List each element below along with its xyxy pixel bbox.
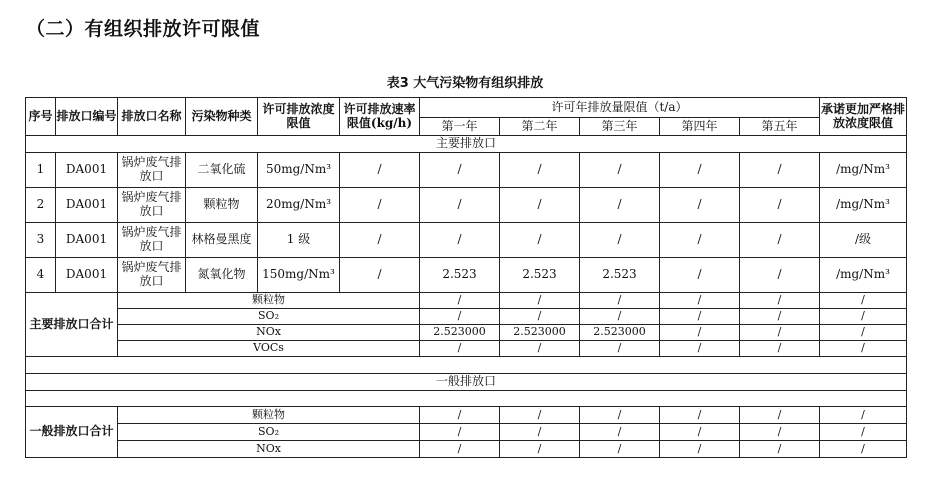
total-year-4: / (660, 424, 740, 441)
row-year-2: 2.523 (500, 258, 580, 293)
total-year-1: / (420, 424, 500, 441)
row-conc-limit: 20mg/Nm³ (258, 188, 340, 223)
row-year-4: / (660, 188, 740, 223)
total-year-2: / (500, 293, 580, 309)
total-stricter: / (820, 293, 907, 309)
total-year-1: 2.523000 (420, 325, 500, 341)
row-stricter: /mg/Nm³ (820, 188, 907, 223)
row-conc-limit: 1 级 (258, 223, 340, 258)
emission-table (25, 97, 907, 458)
row-year-2: / (500, 153, 580, 188)
header-conc-limit: 许可排放浓度限值 (258, 98, 340, 136)
row-stricter: /级 (820, 223, 907, 258)
header-stricter: 承诺更加严格排放浓度限值 (820, 98, 907, 136)
total-year-4: / (660, 407, 740, 424)
header-year-5: 第五年 (740, 118, 820, 136)
row-year-5: / (740, 153, 820, 188)
table-row (26, 258, 907, 293)
row-outlet-id: DA001 (56, 153, 118, 188)
row-year-1: 2.523 (420, 258, 500, 293)
total-year-3: / (580, 309, 660, 325)
total-year-1: / (420, 341, 500, 357)
total-pollutant: VOCs (118, 341, 420, 357)
blank-cell (26, 391, 907, 407)
row-seq: 2 (26, 188, 56, 223)
total-year-5: / (740, 424, 820, 441)
row-conc-limit: 150mg/Nm³ (258, 258, 340, 293)
row-year-5: / (740, 223, 820, 258)
section-row-main (26, 136, 907, 153)
total-row (26, 341, 907, 357)
general-total-label: 一般排放口合计 (26, 407, 118, 458)
row-outlet-name: 锅炉废气排放口 (118, 223, 186, 258)
total-pollutant: NOx (118, 441, 420, 458)
row-stricter: /mg/Nm³ (820, 258, 907, 293)
row-pollutant: 颗粒物 (186, 188, 258, 223)
total-year-2: / (500, 341, 580, 357)
total-stricter: / (820, 309, 907, 325)
row-year-3: / (580, 223, 660, 258)
total-year-2: / (500, 309, 580, 325)
general-section-label: 一般排放口 (26, 374, 907, 391)
total-year-4: / (660, 441, 740, 458)
row-seq: 4 (26, 258, 56, 293)
total-row (26, 441, 907, 458)
total-year-4: / (660, 293, 740, 309)
total-year-5: / (740, 407, 820, 424)
total-pollutant: 颗粒物 (118, 407, 420, 424)
total-year-5: / (740, 441, 820, 458)
row-outlet-id: DA001 (56, 223, 118, 258)
row-year-1: / (420, 188, 500, 223)
table-row (26, 153, 907, 188)
blank-cell (26, 357, 907, 374)
row-seq: 1 (26, 153, 56, 188)
header-annual: 许可年排放量限值（t/a） (420, 98, 820, 118)
total-year-5: / (740, 325, 820, 341)
total-year-3: / (580, 424, 660, 441)
row-outlet-name: 锅炉废气排放口 (118, 188, 186, 223)
row-year-1: / (420, 223, 500, 258)
total-year-4: / (660, 341, 740, 357)
total-year-5: / (740, 309, 820, 325)
header-row-1 (26, 98, 907, 118)
total-year-1: / (420, 293, 500, 309)
header-rate-limit: 许可排放速率限值(kg/h) (340, 98, 420, 136)
row-year-3: / (580, 153, 660, 188)
total-row (26, 293, 907, 309)
header-outlet-name: 排放口名称 (118, 98, 186, 136)
row-stricter: /mg/Nm³ (820, 153, 907, 188)
total-row (26, 407, 907, 424)
total-year-2: / (500, 407, 580, 424)
total-year-1: / (420, 407, 500, 424)
total-row (26, 424, 907, 441)
row-year-5: / (740, 258, 820, 293)
row-outlet-id: DA001 (56, 258, 118, 293)
total-stricter: / (820, 441, 907, 458)
total-row (26, 325, 907, 341)
total-row (26, 309, 907, 325)
total-stricter: / (820, 407, 907, 424)
total-year-2: / (500, 441, 580, 458)
table-caption: 表3 大气污染物有组织排放 (386, 76, 544, 91)
main-total-label: 主要排放口合计 (26, 293, 118, 357)
total-year-3: / (580, 407, 660, 424)
total-year-4: / (660, 309, 740, 325)
row-outlet-name: 锅炉废气排放口 (118, 153, 186, 188)
total-stricter: / (820, 341, 907, 357)
header-year-2: 第二年 (500, 118, 580, 136)
total-stricter: / (820, 325, 907, 341)
total-year-5: / (740, 341, 820, 357)
main-section-label: 主要排放口 (26, 136, 907, 153)
header-outlet-no: 排放口编号 (56, 98, 118, 136)
total-pollutant: NOx (118, 325, 420, 341)
row-year-4: / (660, 153, 740, 188)
row-pollutant: 二氧化硫 (186, 153, 258, 188)
row-year-4: / (660, 223, 740, 258)
section-row-general (26, 374, 907, 391)
row-rate-limit: / (340, 223, 420, 258)
row-year-3: / (580, 188, 660, 223)
row-conc-limit: 50mg/Nm³ (258, 153, 340, 188)
total-year-4: / (660, 325, 740, 341)
row-outlet-name: 锅炉废气排放口 (118, 258, 186, 293)
blank-row (26, 391, 907, 407)
row-outlet-id: DA001 (56, 188, 118, 223)
row-year-2: / (500, 188, 580, 223)
blank-row (26, 357, 907, 374)
total-year-3: / (580, 293, 660, 309)
row-seq: 3 (26, 223, 56, 258)
header-year-3: 第三年 (580, 118, 660, 136)
header-year-4: 第四年 (660, 118, 740, 136)
row-year-4: / (660, 258, 740, 293)
header-seq: 序号 (26, 98, 56, 136)
table-row (26, 223, 907, 258)
row-rate-limit: / (340, 188, 420, 223)
row-pollutant: 林格曼黑度 (186, 223, 258, 258)
row-year-2: / (500, 223, 580, 258)
total-year-3: / (580, 341, 660, 357)
row-rate-limit: / (340, 153, 420, 188)
total-pollutant: 颗粒物 (118, 293, 420, 309)
row-year-1: / (420, 153, 500, 188)
total-year-1: / (420, 441, 500, 458)
row-year-5: / (740, 188, 820, 223)
total-pollutant: SO₂ (118, 424, 420, 441)
total-year-3: / (580, 441, 660, 458)
total-year-3: 2.523000 (580, 325, 660, 341)
total-year-5: / (740, 293, 820, 309)
header-year-1: 第一年 (420, 118, 500, 136)
row-year-3: 2.523 (580, 258, 660, 293)
total-stricter: / (820, 424, 907, 441)
total-year-2: 2.523000 (500, 325, 580, 341)
header-pollutant: 污染物种类 (186, 98, 258, 136)
total-pollutant: SO₂ (118, 309, 420, 325)
table-row (26, 188, 907, 223)
section-title: （二）有组织排放许可限值 (26, 18, 261, 40)
total-year-2: / (500, 424, 580, 441)
total-year-1: / (420, 309, 500, 325)
row-pollutant: 氮氧化物 (186, 258, 258, 293)
row-rate-limit: / (340, 258, 420, 293)
